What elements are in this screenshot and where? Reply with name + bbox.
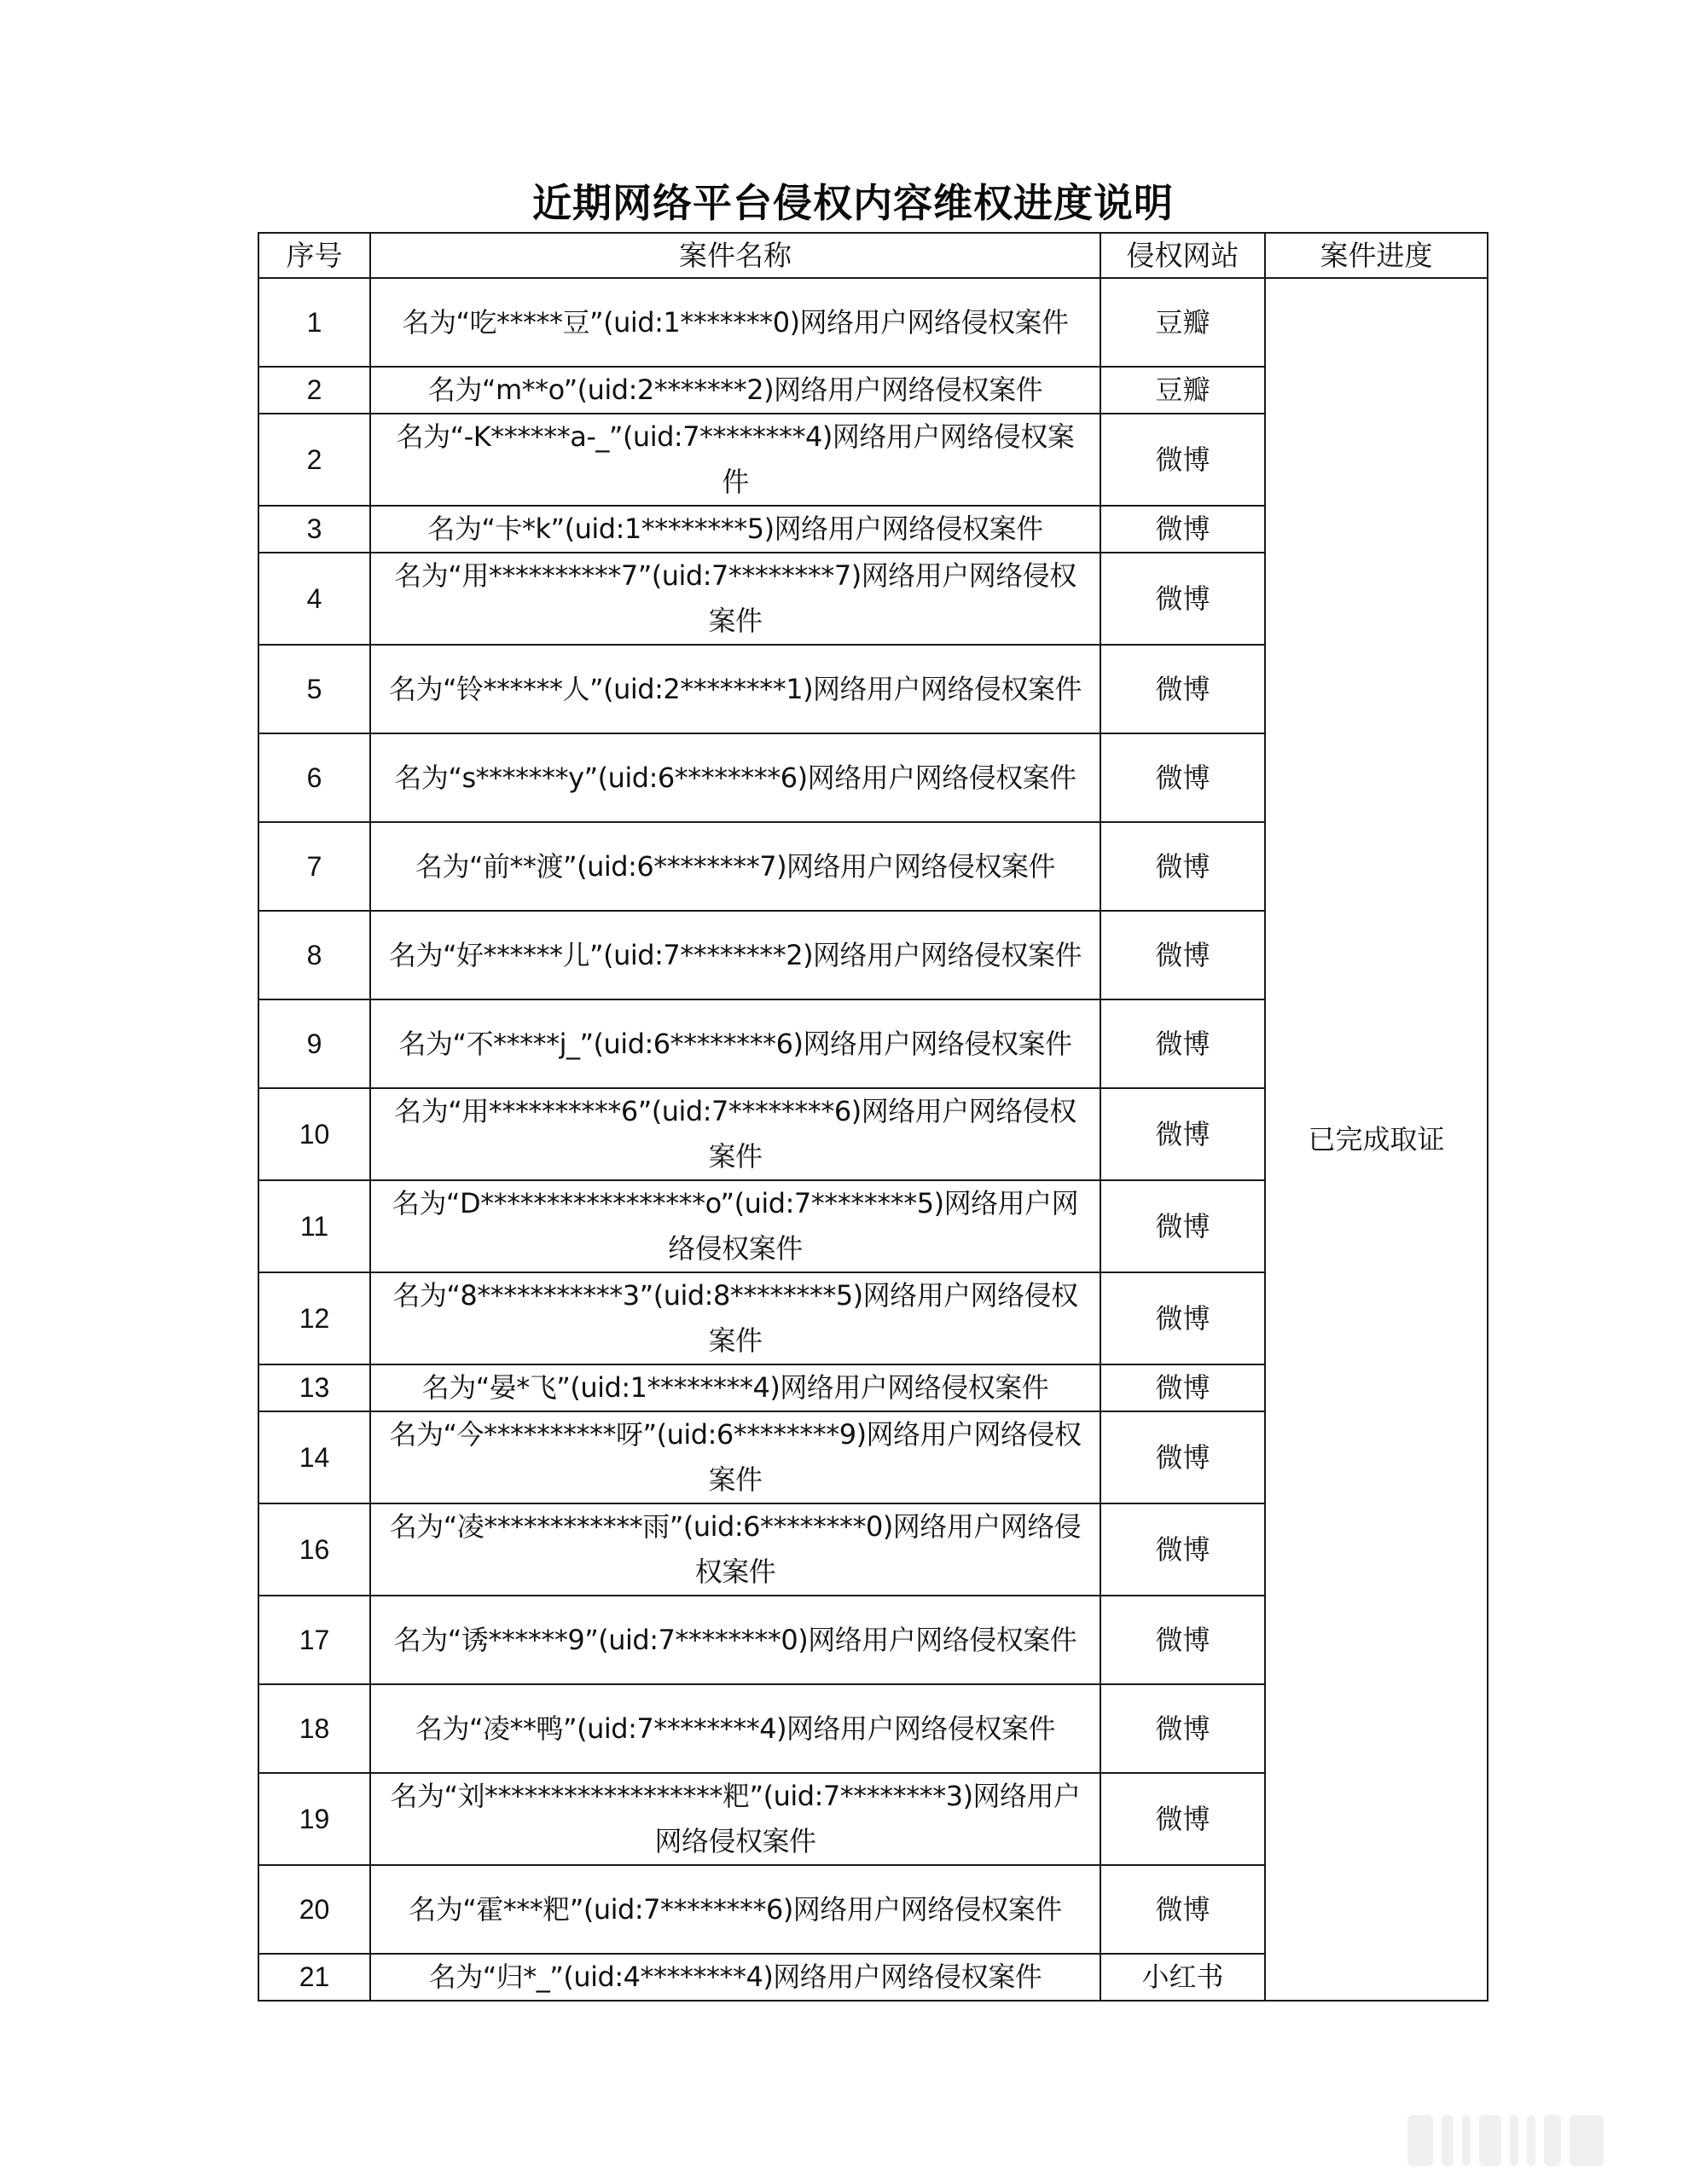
row-site: 小红书 <box>1100 1954 1265 2001</box>
watermark-mark <box>1407 2115 1433 2166</box>
header-case-name: 案件名称 <box>370 233 1100 278</box>
row-index: 1 <box>258 278 370 367</box>
row-index: 13 <box>258 1364 370 1411</box>
row-case-name: 名为“用**********7”(uid:7********7)网络用户网络侵权案件 <box>370 553 1100 645</box>
watermark-mark <box>1462 2115 1471 2166</box>
row-site: 豆瓣 <box>1100 367 1265 414</box>
case-progress-table <box>258 232 1488 2002</box>
header-site: 侵权网站 <box>1100 233 1265 278</box>
row-site: 微博 <box>1100 1180 1265 1272</box>
row-index: 19 <box>258 1773 370 1865</box>
watermark-mark <box>1527 2115 1535 2166</box>
row-site: 微博 <box>1100 822 1265 911</box>
table-row <box>258 278 1488 367</box>
row-site: 微博 <box>1100 999 1265 1088</box>
row-case-name: 名为“凌**鸭”(uid:7********4)网络用户网络侵权案件 <box>370 1684 1100 1773</box>
row-case-name: 名为“今**********呀”(uid:6********9)网络用户网络侵权案件 <box>370 1411 1100 1503</box>
row-index: 14 <box>258 1411 370 1503</box>
row-index: 4 <box>258 553 370 645</box>
row-site: 豆瓣 <box>1100 278 1265 367</box>
row-site: 微博 <box>1100 1596 1265 1684</box>
row-site: 微博 <box>1100 733 1265 822</box>
row-case-name: 名为“归*_”(uid:4********4)网络用户网络侵权案件 <box>370 1954 1100 2001</box>
row-site: 微博 <box>1100 1503 1265 1596</box>
row-index: 18 <box>258 1684 370 1773</box>
row-index: 20 <box>258 1865 370 1954</box>
row-index: 8 <box>258 911 370 999</box>
row-index: 12 <box>258 1272 370 1364</box>
row-case-name: 名为“诱******9”(uid:7********0)网络用户网络侵权案件 <box>370 1596 1100 1684</box>
row-case-name: 名为“凌************雨”(uid:6********0)网络用户网络侵权案件 <box>370 1503 1100 1596</box>
row-case-name: 名为“霍***粑”(uid:7********6)网络用户网络侵权案件 <box>370 1865 1100 1954</box>
row-index: 16 <box>258 1503 370 1596</box>
watermark-mark <box>1570 2115 1604 2166</box>
row-site: 微博 <box>1100 911 1265 999</box>
row-index: 5 <box>258 645 370 733</box>
row-case-name: 名为“不*****j_”(uid:6********6)网络用户网络侵权案件 <box>370 999 1100 1088</box>
row-site: 微博 <box>1100 1411 1265 1503</box>
row-index: 17 <box>258 1596 370 1684</box>
row-case-name: 名为“好******儿”(uid:7********2)网络用户网络侵权案件 <box>370 911 1100 999</box>
row-case-name: 名为“晏*飞”(uid:1********4)网络用户网络侵权案件 <box>370 1364 1100 1411</box>
row-site: 微博 <box>1100 553 1265 645</box>
row-index: 6 <box>258 733 370 822</box>
row-case-name: 名为“用**********6”(uid:7********6)网络用户网络侵权案件 <box>370 1088 1100 1180</box>
table-header-row <box>258 233 1488 278</box>
row-index: 11 <box>258 1180 370 1272</box>
watermark-mark <box>1510 2115 1518 2166</box>
row-case-name: 名为“-K******a-_”(uid:7********4)网络用户网络侵权案件 <box>370 414 1100 506</box>
row-site: 微博 <box>1100 645 1265 733</box>
row-case-name: 名为“刘******************粑”(uid:7********3)网络用户网络侵权案件 <box>370 1773 1100 1865</box>
row-index: 7 <box>258 822 370 911</box>
row-case-name: 名为“前**渡”(uid:6********7)网络用户网络侵权案件 <box>370 822 1100 911</box>
row-index: 9 <box>258 999 370 1088</box>
row-index: 10 <box>258 1088 370 1180</box>
row-index: 2 <box>258 367 370 414</box>
row-site: 微博 <box>1100 1865 1265 1954</box>
row-case-name: 名为“铃******人”(uid:2********1)网络用户网络侵权案件 <box>370 645 1100 733</box>
row-site: 微博 <box>1100 1272 1265 1364</box>
row-index: 3 <box>258 506 370 553</box>
header-progress: 案件进度 <box>1265 233 1488 278</box>
faint-watermark <box>1407 2115 1680 2166</box>
row-site: 微博 <box>1100 414 1265 506</box>
row-site: 微博 <box>1100 506 1265 553</box>
row-case-name: 名为“m**o”(uid:2*******2)网络用户网络侵权案件 <box>370 367 1100 414</box>
row-case-name: 名为“卡*k”(uid:1********5)网络用户网络侵权案件 <box>370 506 1100 553</box>
watermark-mark <box>1479 2115 1501 2166</box>
row-index: 21 <box>258 1954 370 2001</box>
row-site: 微博 <box>1100 1088 1265 1180</box>
row-site: 微博 <box>1100 1364 1265 1411</box>
row-case-name: 名为“8***********3”(uid:8********5)网络用户网络侵权案件 <box>370 1272 1100 1364</box>
row-site: 微博 <box>1100 1684 1265 1773</box>
watermark-mark <box>1544 2115 1561 2166</box>
watermark-mark <box>1442 2115 1454 2166</box>
row-index: 2 <box>258 414 370 506</box>
row-case-name: 名为“s*******y”(uid:6********6)网络用户网络侵权案件 <box>370 733 1100 822</box>
row-case-name: 名为“D*****************o”(uid:7********5)网络用户网络侵权案件 <box>370 1180 1100 1272</box>
row-site: 微博 <box>1100 1773 1265 1865</box>
progress-status: 已完成取证 <box>1265 278 1488 2001</box>
header-index: 序号 <box>258 233 370 278</box>
document-title: 近期网络平台侵权内容维权进度说明 <box>532 180 1174 226</box>
row-case-name: 名为“吃*****豆”(uid:1*******0)网络用户网络侵权案件 <box>370 278 1100 367</box>
